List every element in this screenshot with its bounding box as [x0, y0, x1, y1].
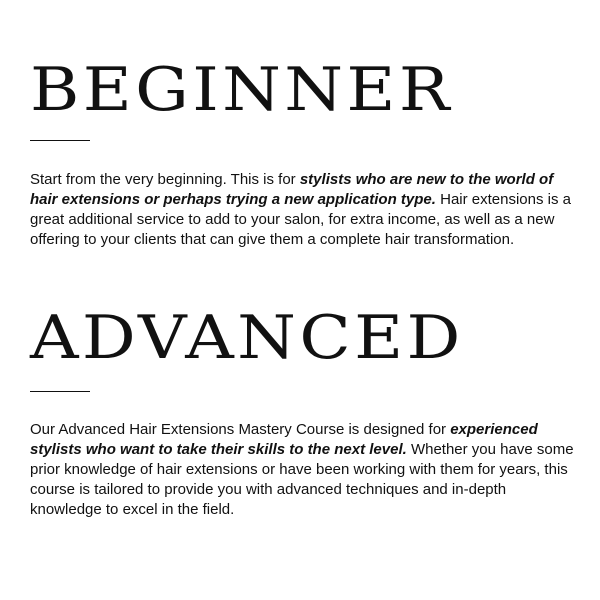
advanced-text-intro: Our Advanced Hair Extensions Mastery Course is designed for [30, 421, 451, 438]
beginner-divider [30, 140, 90, 141]
beginner-heading: BEGINNER [30, 55, 453, 125]
advanced-divider [30, 391, 90, 392]
advanced-description [30, 420, 575, 520]
beginner-text-rest: Hair extensions is a great additional service to add to your salon, for extra income, as well as a new offering to your clients that can give them a complete hair transformation. [30, 191, 571, 248]
advanced-heading: ADVANCED [30, 303, 464, 373]
advanced-text-rest: Whether you have some prior knowledge of hair extensions or have been working with them for years, this course is tailored to provide you with advanced techniques and in-depth knowledge to excel in the field. [30, 441, 574, 518]
beginner-text-intro: Start from the very beginning. This is for [30, 171, 300, 188]
beginner-text-emphasis: stylists who are new to the world of hair extensions or perhaps trying a new application type. [30, 171, 554, 208]
advanced-text-emphasis: experienced stylists who want to take their skills to the next level. [30, 421, 538, 458]
beginner-description [30, 170, 575, 250]
